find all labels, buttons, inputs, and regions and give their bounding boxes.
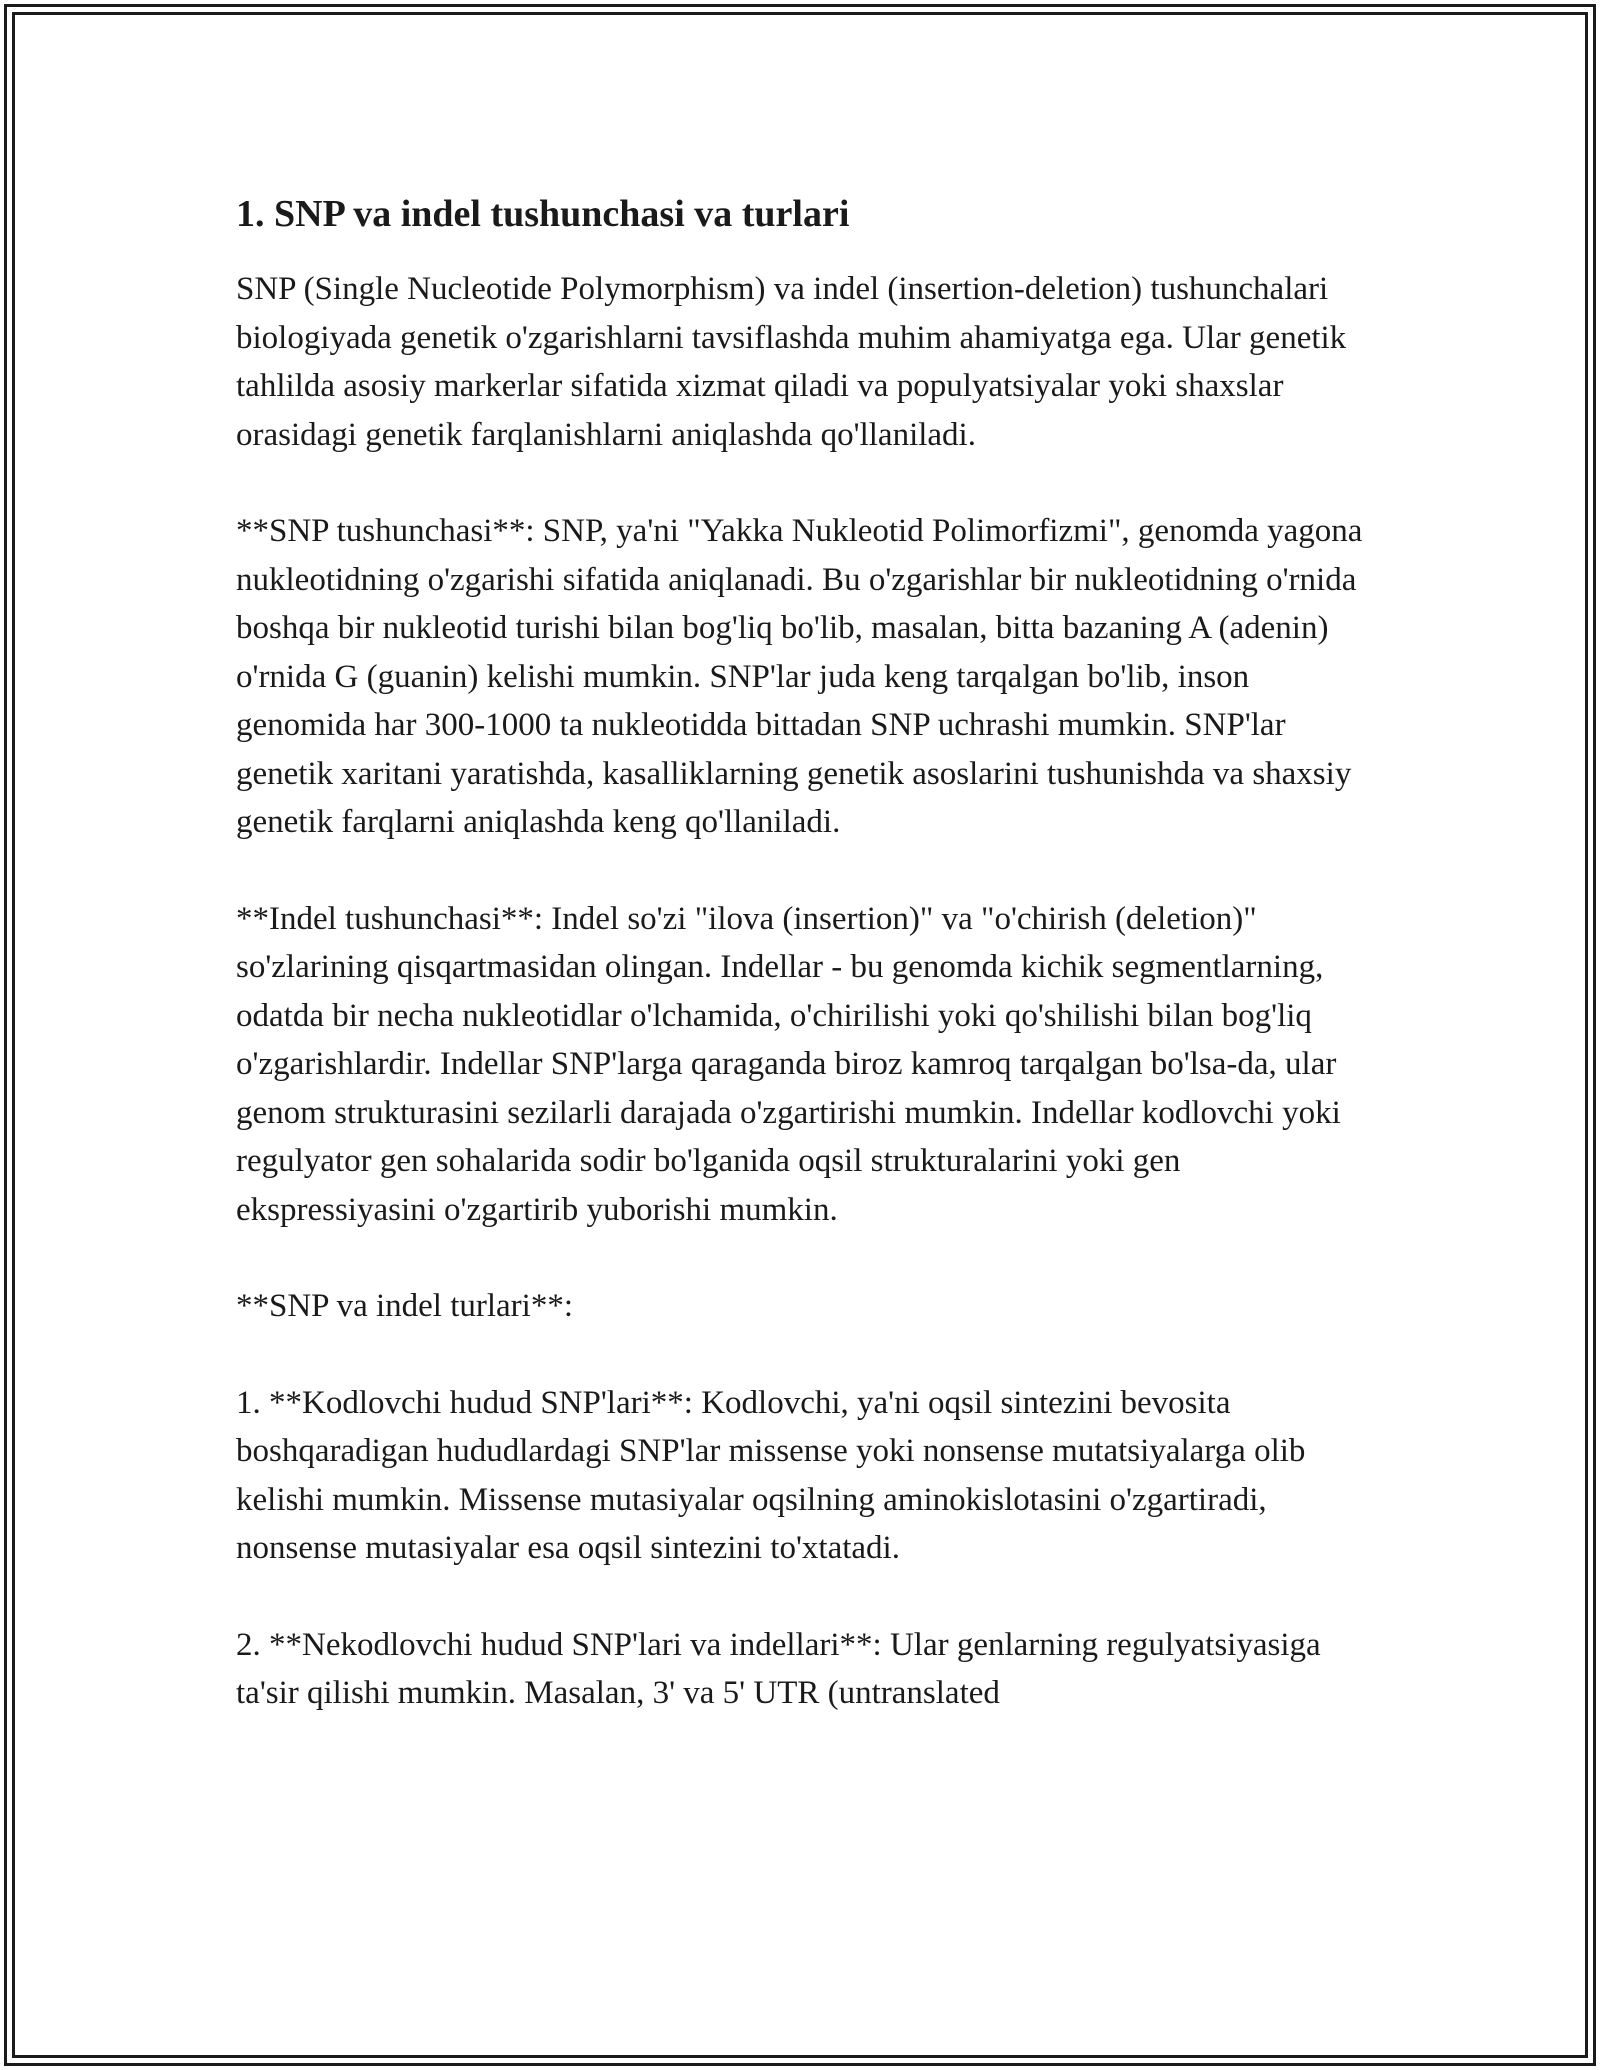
intro-paragraph: SNP (Single Nucleotide Polymorphism) va indel (insertion-deletion) tushunchalari biologiyada genetik o'zgarishlarni tavsiflashda muhim ahamiyatga ega. Ular genetik tahlilda asosiy markerlar sifatida xizmat qiladi va populyatsiyalar yoki shaxslar orasidagi genetik farqlanishlarni aniqlashda qo'llaniladi. bbox=[236, 271, 1347, 453]
coding-snp-paragraph: 1. **Kodlovchi hudud SNP'lari**: Kodlovchi, ya'ni oqsil sintezini bevosita boshqaradigan hududlardagi SNP'lar missense yoki nonsense mutatsiyalarga olib kelishi mumkin. Missense mutasiyalar oqsilning aminokislotasini o'zgartiradi, nonsense mutasiyalar esa oqsil sintezini to'xtatadi. bbox=[236, 1384, 1306, 1566]
snp-definition-paragraph: **SNP tushunchasi**: SNP, ya'ni "Yakka Nukleotid Polimorfizmi", genomda yagona nukleotidning o'zgarishi sifatida aniqlanadi. Bu o'zgarishlar bir nukleotidning o'rnida boshqa bir nukleotid turishi bilan bog'liq bo'lib, masalan, bitta bazaning A (adenin) o'rnida G (guanin) kelishi mumkin. SNP'lar juda keng tarqalgan bo'lib, inson genomida har 300-1000 ta nukleotidda bittadan SNP uchrashi mumkin. SNP'lar genetik xaritani yaratishda, kasalliklarning genetik asoslarini tushunishda va shaxsiy genetik farqlarni aniqlashda keng qo'llaniladi. bbox=[236, 513, 1363, 840]
types-heading-paragraph: **SNP va indel turlari**: bbox=[236, 1288, 573, 1324]
document-body bbox=[236, 185, 1376, 1718]
indel-definition-paragraph: **Indel tushunchasi**: Indel so'zi "ilova (insertion)" va "o'chirish (deletion)" so'zlarining qisqartmasidan olingan. Indellar - bu genomda kichik segmentlarning, odatda bir necha nukleotidlar o'lchamida, o'chirilishi yoki qo'shilishi bilan bog'liq o'zgarishlardir. Indellar SNP'larga qaraganda biroz kamroq tarqalgan bo'lsa-da, ular genom strukturasini sezilarli darajada o'zgartirishi mumkin. Indellar kodlovchi yoki regulyator gen sohalarida sodir bo'lganida oqsil strukturalarini yoki gen ekspressiyasini o'zgartirib yuborishi mumkin. bbox=[236, 900, 1341, 1228]
document-title: 1. SNP va indel tushunchasi va turlari bbox=[236, 193, 850, 235]
noncoding-snp-paragraph: 2. **Nekodlovchi hudud SNP'lari va indellari**: Ular genlarning regulyatsiyasiga ta'sir qilishi mumkin. Masalan, 3' va 5' UTR (untranslated bbox=[236, 1626, 1321, 1711]
